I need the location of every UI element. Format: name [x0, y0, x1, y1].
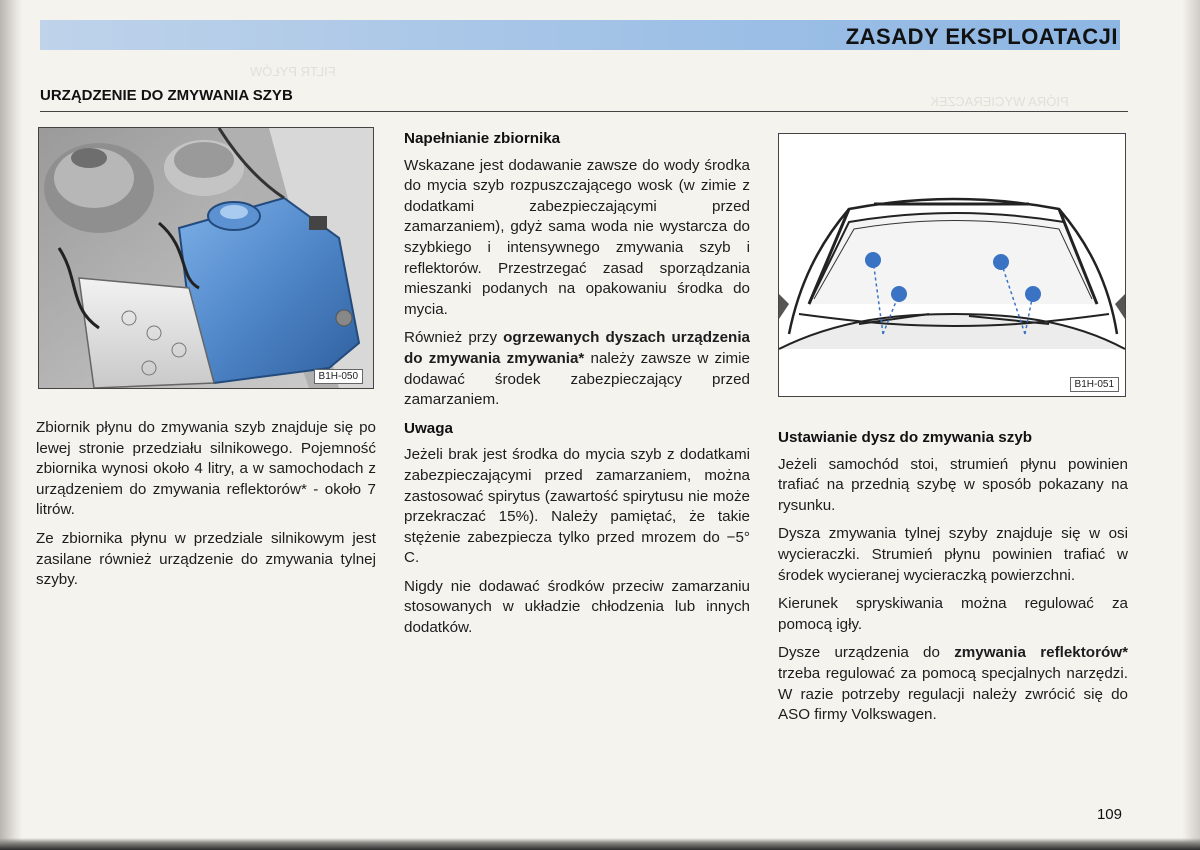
chapter-subheading: URZĄDZENIE DO ZMYWANIA SZYB: [40, 87, 293, 104]
heading-rule: [40, 111, 1128, 112]
engine-bay-illustration: [39, 128, 373, 388]
figure-washer-reservoir: [38, 127, 374, 389]
paragraph: Dysza zmywania tylnej szyby znajduje się w osi wycieraczki. Strumień płynu powinien trafiać w środek wycieranej wycieraczką powierzchni.: [778, 525, 1128, 584]
windshield-illustration: [779, 134, 1125, 396]
paragraph: Ze zbiornika płynu w przedziale silnikowym jest zasilane również urządzenie do zmywania tylnej szyby.: [36, 529, 376, 589]
page-number: 109: [1096, 806, 1122, 823]
section-heading: Napełnianie zbiornika: [404, 130, 561, 147]
right-text-column: [778, 428, 1128, 734]
paragraph-headlight-washers: [778, 643, 1128, 725]
page-edge: [1182, 0, 1200, 850]
paragraph: Zbiornik płynu do zmywania szyb znajduje się po lewej stronie przedziału silnikowego. Pojemność zbiornika wynosi około 4 litry, a w samochodach z urządzeniem do zmywania reflektorów* - około 7 litrów.: [36, 419, 376, 519]
bold-text-run: ogrzewanych dyszach urządzenia do zmywania zmywania*: [404, 329, 751, 367]
bold-text-run: zmywania reflektorów*: [954, 644, 1128, 662]
text-run: trzeba regulować za pomocą specjalnych narzędzi. W razie potrzeby regulacji należy zwrócić się do ASO firmy Volkswagen.: [778, 664, 1128, 724]
section-title: ZASADY EKSPLOATACJI: [845, 24, 1118, 49]
middle-text-column: [404, 129, 750, 647]
text-run: Również przy: [404, 329, 504, 347]
paragraph: Nigdy nie dodawać środków przeciw zamarzaniu stosowanych w układzie chłodzenia lub innych dodatków.: [404, 577, 750, 637]
bleed-through-text: PIÓRA WYCIERACZEK: [930, 94, 1069, 109]
text-run: należy zawsze w zimie dodawać środek zabezpieczający przed zamarzaniem.: [404, 349, 750, 409]
paragraph: Jeżeli brak jest środka do mycia szyb z dodatkami zabezpieczającymi przed zamarzaniem, można zastosować spirytus (zawartość spirytusu nie może przekraczać 15%). Należy pamiętać, że takie stężenie zabezpiecza tylko przed mrozem do −5° C.: [404, 446, 750, 567]
paragraph-heated-nozzles: [404, 328, 750, 410]
figure-code: B1H-050: [314, 369, 363, 384]
figure-code: B1H-051: [1070, 377, 1119, 392]
binding-shadow: [0, 0, 22, 850]
figure-windshield-nozzles: [778, 133, 1126, 397]
text-run: Dysze urządzenia do: [778, 644, 955, 662]
page-bottom-edge: [0, 838, 1200, 850]
bleed-through-text: FILTR PYŁÓW: [250, 64, 336, 79]
paragraph: Jeżeli samochód stoi, strumień płynu powinien trafiać na przednią szybę w sposób pokazany na rysunku.: [778, 455, 1128, 514]
section-heading: Ustawianie dysz do zmywania szyb: [778, 429, 1033, 446]
paragraph: Wskazane jest dodawanie zawsze do wody środka do mycia szyb rozpuszczającego wosk (w zimie z dodatkami zabezpieczającymi przed zamarzaniem), gdyż sama woda nie wystarcza do szybkiego i intensywnego zmywania szyb i reflektorów. Przestrzegać zasad sporządzania mieszanki podanych na opakowaniu środka do mycia.: [404, 156, 750, 318]
left-text-column: [36, 418, 376, 599]
section-heading: Uwaga: [404, 419, 453, 437]
paragraph: Kierunek spryskiwania można regulować za pomocą igły.: [778, 595, 1128, 633]
